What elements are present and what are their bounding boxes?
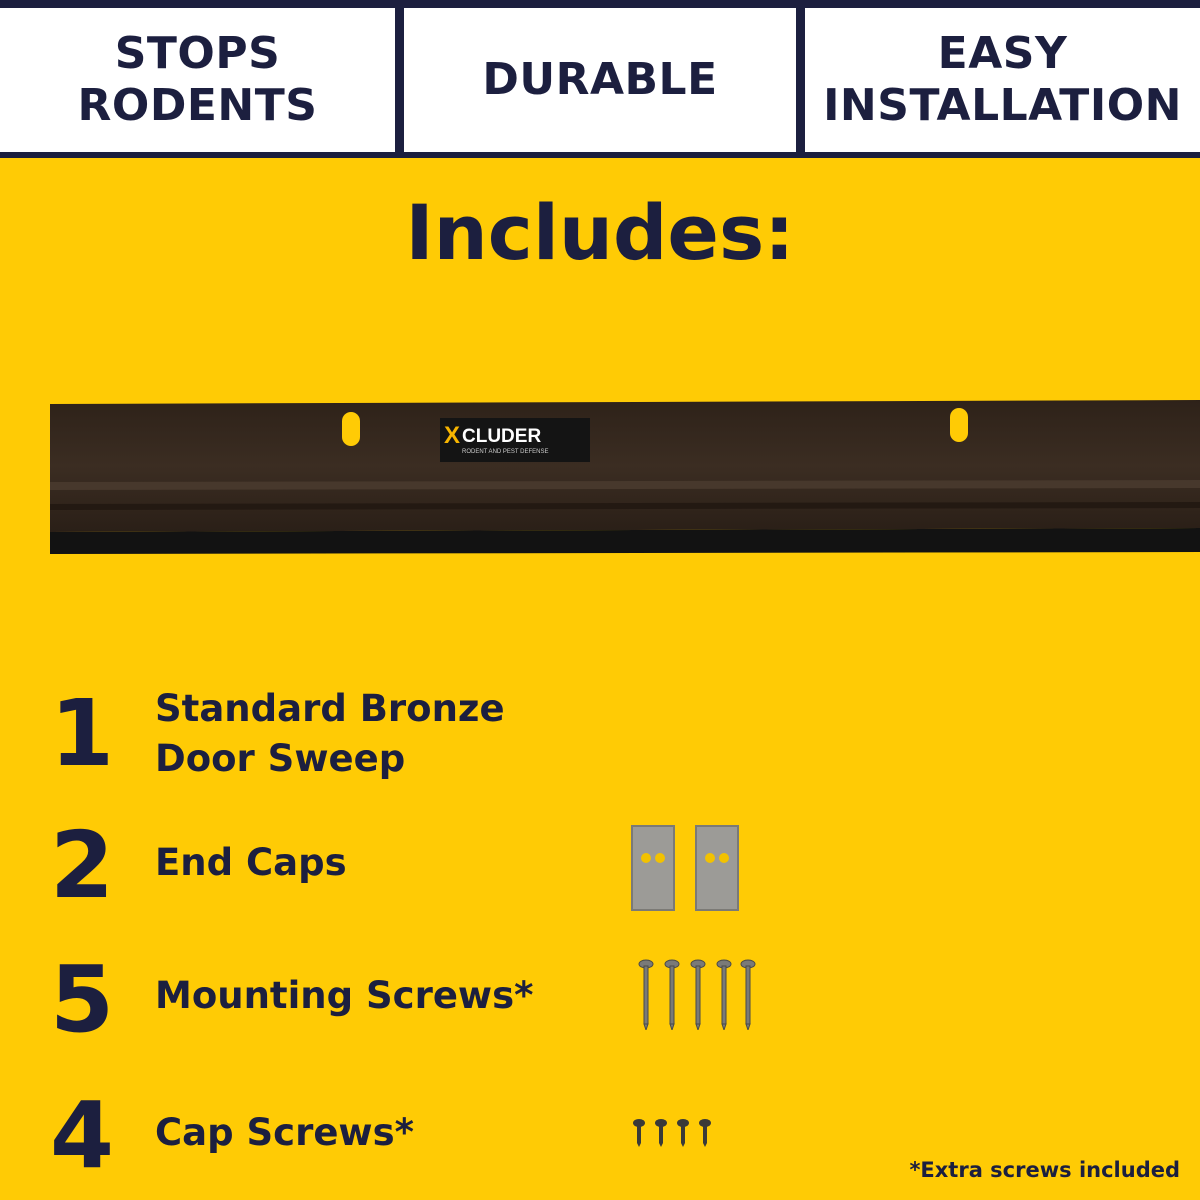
includes-heading: Includes: — [405, 188, 795, 277]
footnote: *Extra screws included — [909, 1158, 1180, 1182]
item-label: End Caps — [155, 841, 347, 884]
item-label: Cap Screws* — [155, 1111, 414, 1154]
item-label: Mounting Screws* — [155, 974, 534, 1017]
item-count: 2 — [50, 812, 115, 919]
end-caps-image — [630, 824, 742, 916]
item-count: 5 — [50, 946, 115, 1053]
door-sweep-image — [46, 396, 1200, 556]
logo-x: X — [444, 422, 461, 449]
logo-text: CLUDER — [462, 426, 542, 447]
item-label: Standard Bronze Door Sweep — [155, 687, 505, 780]
feature-label: DURABLE — [482, 54, 718, 105]
feature-bar — [0, 0, 1200, 158]
feature-label: STOPS RODENTS — [77, 28, 318, 131]
cap-screws-image — [630, 1118, 720, 1152]
feature-easy-installation — [805, 8, 1200, 152]
feature-durable — [404, 8, 796, 152]
item-count: 4 — [50, 1082, 115, 1189]
mounting-screws-image — [636, 958, 760, 1034]
item-count: 1 — [50, 680, 115, 787]
feature-label: EASY INSTALLATION — [823, 28, 1182, 131]
feature-stops-rodents — [0, 8, 395, 152]
logo-tagline: RODENT AND PEST DEFENSE — [462, 449, 549, 455]
xcluder-logo — [440, 418, 590, 462]
